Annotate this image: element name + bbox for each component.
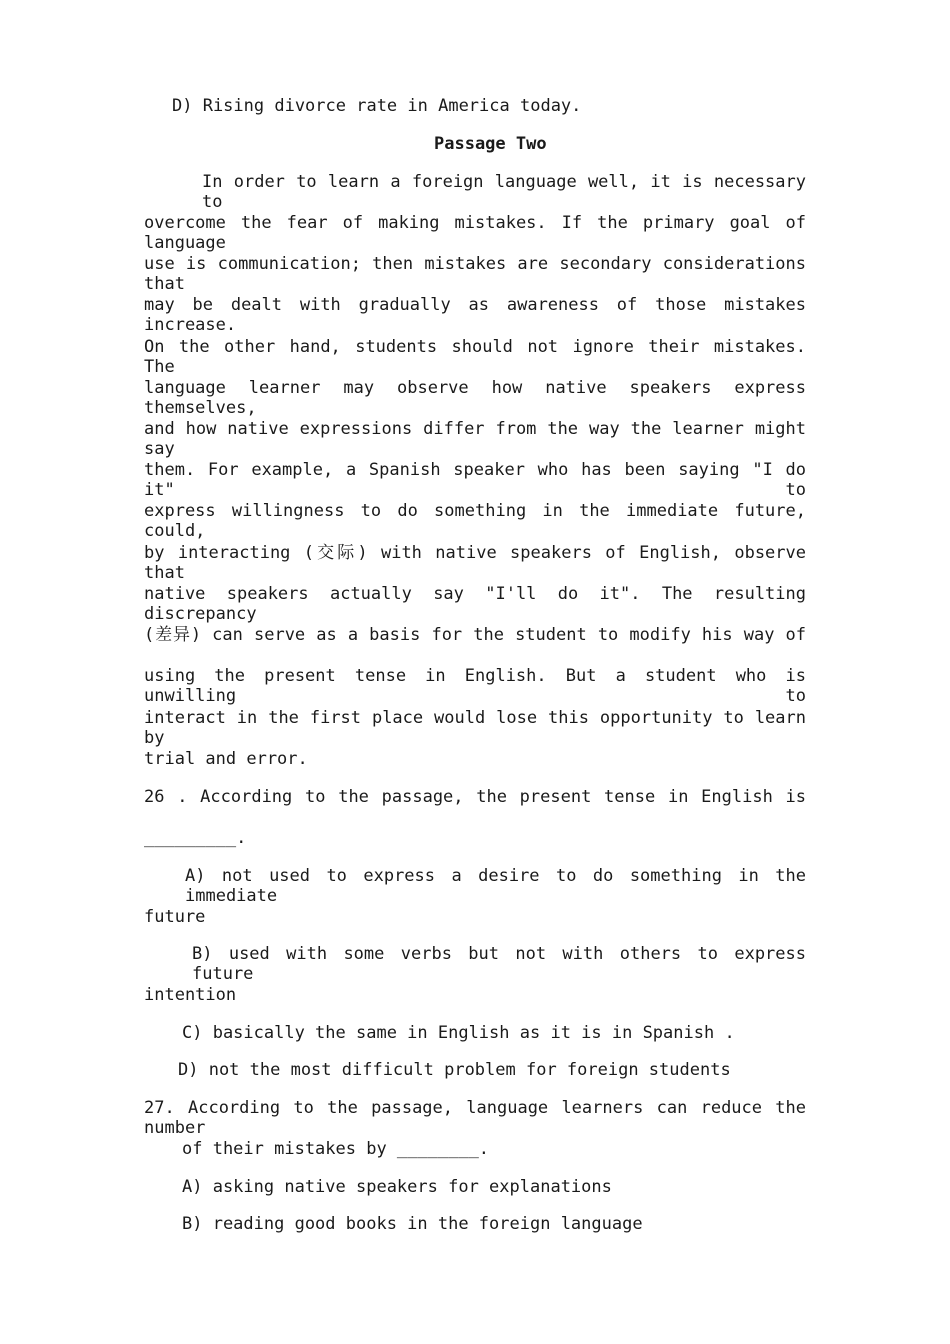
- question-27-stem-continued: of their mistakes by ________.: [182, 1139, 490, 1159]
- passage-line: using the present tense in English. But a student who is unwilling to: [144, 666, 806, 706]
- passage-line: them. For example, a Spanish speaker who has been saying "I do it" to: [144, 460, 806, 500]
- question-26-option-a: A) not used to express a desire to do something in the immediate: [185, 866, 806, 906]
- question-27-stem: 27. According to the passage, language learners can reduce the number: [144, 1098, 806, 1138]
- question-26-option-d: D) not the most difficult problem for foreign students: [178, 1060, 731, 1080]
- passage-title: Passage Two: [434, 134, 547, 154]
- question-26-option-c: C) basically the same in English as it is in Spanish .: [182, 1023, 735, 1043]
- passage-line: trial and error.: [144, 749, 308, 769]
- passage-line: On the other hand, students should not ignore their mistakes. The: [144, 337, 806, 377]
- passage-line: express willingness to do something in the immediate future, could,: [144, 501, 806, 541]
- question-27-option-b: B) reading good books in the foreign language: [182, 1214, 643, 1234]
- previous-question-option-d: D) Rising divorce rate in America today.: [172, 96, 582, 116]
- passage-line: overcome the fear of making mistakes. If the primary goal of language: [144, 213, 806, 253]
- passage-line: and how native expressions differ from the way the learner might say: [144, 419, 806, 459]
- passage-line: In order to learn a foreign language well, it is necessary to: [202, 172, 806, 212]
- question-26-option-a-continued: future: [144, 907, 206, 927]
- question-27-option-a: A) asking native speakers for explanations: [182, 1177, 612, 1197]
- passage-line: by interacting (交际) with native speakers of English, observe that: [144, 543, 806, 583]
- passage-line: native speakers actually say "I'll do it". The resulting discrepancy: [144, 584, 806, 624]
- question-26-stem: 26 . According to the passage, the present tense in English is: [144, 787, 806, 807]
- question-26-option-b: B) used with some verbs but not with others to express future: [192, 944, 806, 984]
- passage-line: interact in the first place would lose this opportunity to learn by: [144, 708, 806, 748]
- question-26-option-b-continued: intention: [144, 985, 237, 1005]
- passage-line: language learner may observe how native speakers express themselves,: [144, 378, 806, 418]
- passage-line: may be dealt with gradually as awareness of those mistakes increase.: [144, 295, 806, 335]
- passage-line: (差异) can serve as a basis for the student to modify his way of: [144, 625, 806, 645]
- question-26-blank: _________.: [144, 828, 247, 848]
- passage-line: use is communication; then mistakes are secondary considerations that: [144, 254, 806, 294]
